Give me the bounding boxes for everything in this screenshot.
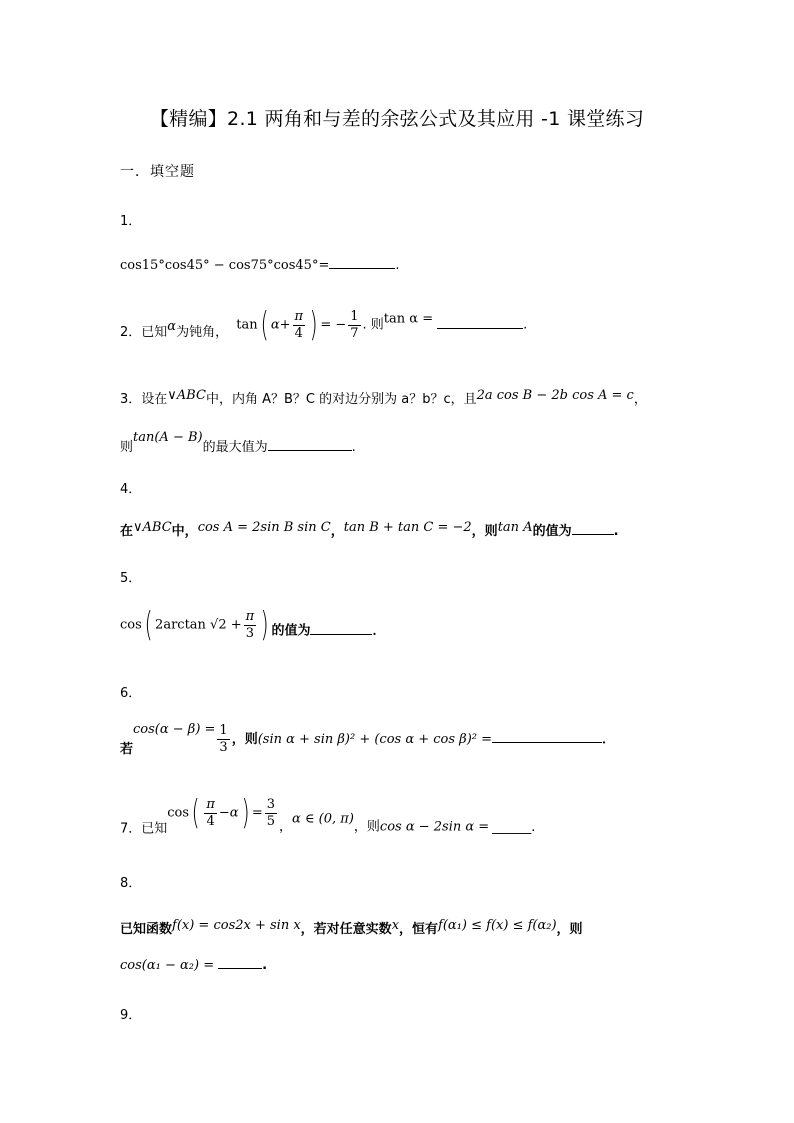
question-2-text: . 则 bbox=[362, 317, 384, 333]
question-2-text: 为钝角， bbox=[176, 325, 229, 340]
question-4-equation-1: cos A = 2sin B sin C bbox=[197, 520, 331, 535]
section-heading: 一．填空题 bbox=[120, 164, 195, 180]
question-1: cos15°cos45° − cos75°cos45°= . bbox=[120, 258, 400, 273]
denominator: 4 bbox=[206, 813, 215, 829]
question-4-text: ，则 bbox=[471, 524, 498, 539]
answer-blank bbox=[268, 438, 352, 451]
alpha-symbol: α bbox=[167, 319, 177, 334]
question-4-prefix: 在 bbox=[120, 524, 134, 539]
question-1-expression: cos15°cos45° − cos75°cos45°= bbox=[120, 258, 330, 273]
question-8-prefix: 已知函数 bbox=[120, 922, 173, 937]
question-4: 在∨ABC中，cos A = 2sin B sin C，tan B + tan C = −2，则tan A的值为 . bbox=[120, 520, 619, 539]
numerator: 3 bbox=[266, 796, 275, 812]
numerator: 1 bbox=[350, 308, 359, 324]
question-3-equation: 2a cos B − 2b cos A = c bbox=[476, 388, 634, 403]
answer-blank bbox=[437, 316, 523, 329]
question-7-text: ，则 bbox=[353, 819, 380, 835]
question-8-text: ，则 bbox=[556, 922, 583, 937]
triangle-symbol: ∨ABC bbox=[133, 520, 172, 535]
question-2: 2．已知α为钝角， tan( α+ $\frac{\pi}{4}$ ) = − $\frac{1}{7}$ . 则tan α = . bbox=[120, 305, 528, 345]
question-8-text: ，恒有 bbox=[399, 922, 439, 937]
equals-sign: = − bbox=[320, 317, 347, 333]
question-8-line-2: cos(α₁ − α₂) = . bbox=[120, 958, 268, 973]
minus-alpha: −α bbox=[218, 805, 239, 821]
question-3-prefix: 3．设在 bbox=[120, 392, 168, 407]
period: ． bbox=[602, 732, 616, 747]
variable-x: x bbox=[391, 918, 400, 933]
denominator: 3 bbox=[219, 740, 228, 755]
answer-blank bbox=[329, 256, 395, 269]
question-3-line-2: 则tan(A − B)的最大值为 . bbox=[120, 430, 356, 455]
question-8-text: ，若对任意实数 bbox=[300, 922, 392, 937]
question-4-equation-2: tan B + tan C = −2 bbox=[343, 520, 472, 535]
question-6-expression: (sin α + sin β)² + (cos α + cos β)² = bbox=[257, 732, 493, 747]
answer-blank bbox=[492, 730, 602, 743]
alpha-range: α ∈ (0, π) bbox=[292, 811, 354, 827]
question-3 bbox=[120, 388, 647, 407]
question-4-number: 4． bbox=[120, 482, 142, 497]
pi-symbol: π bbox=[294, 308, 304, 324]
question-6-condition: cos(α − β) = bbox=[133, 722, 216, 737]
denominator: 4 bbox=[294, 325, 303, 341]
question-4-text: 的值为 bbox=[532, 524, 572, 539]
denominator: 7 bbox=[350, 325, 359, 341]
question-6-prefix: 若 bbox=[120, 742, 134, 757]
cos-function: cos bbox=[167, 805, 190, 821]
triangle-symbol: ∨ABC bbox=[167, 388, 206, 403]
separator: ， bbox=[330, 524, 344, 539]
function-definition: f(x) = cos2x + sin x bbox=[172, 918, 301, 933]
question-3-text: 的最大值为 bbox=[202, 440, 268, 455]
numerator: 1 bbox=[219, 723, 228, 738]
question-6-text: ，则 bbox=[231, 732, 258, 747]
question-6 bbox=[120, 722, 615, 757]
question-7: 7．已知cos( $\frac{\pi}{4}$ −α) = $\frac{3}{5}$ ，α ∈ (0, π)，则cos α − 2sin α = ______. bbox=[120, 793, 536, 837]
question-2-prefix: 2．已知 bbox=[120, 325, 168, 340]
answer-blank: ______. bbox=[492, 819, 536, 835]
question-7-expression: cos α − 2sin α = bbox=[379, 819, 490, 835]
question-4-text: 中， bbox=[171, 524, 198, 539]
cos-function: cos bbox=[120, 617, 142, 633]
period: ． bbox=[372, 623, 386, 639]
question-3-text: ， bbox=[633, 392, 647, 407]
question-5-number: 5． bbox=[120, 571, 142, 586]
equals-sign: = bbox=[251, 805, 263, 821]
separator: ， bbox=[279, 819, 293, 835]
pi-symbol: π bbox=[245, 608, 255, 624]
question-3-text: 则 bbox=[120, 440, 134, 455]
answer-blank bbox=[310, 622, 372, 635]
question-5-inner: 2arctan √2 + bbox=[155, 617, 242, 633]
question-1-number: 1． bbox=[120, 214, 142, 229]
pi-symbol: π bbox=[206, 796, 215, 812]
question-5-text: 的值为 bbox=[271, 623, 311, 639]
question-8-number: 8． bbox=[120, 876, 142, 891]
tan-expression: tan(A − B) bbox=[133, 430, 203, 445]
question-8-inequality: f(α₁) ≤ f(x) ≤ f(α₂) bbox=[438, 918, 557, 933]
question-8 bbox=[120, 918, 583, 937]
question-8-expression: cos(α₁ − α₂) = bbox=[120, 958, 215, 973]
question-5: cos( 2arctan √2 + $\frac{\pi}{3}$ ) 的值为 ． bbox=[120, 605, 386, 645]
tan-function: tan bbox=[236, 317, 258, 333]
tan-a: tan A bbox=[497, 520, 533, 535]
question-3-text: 中，内角 A？B？C 的对边分别为 a？b？c，且 bbox=[205, 392, 477, 407]
question-7-prefix: 7．已知 bbox=[120, 821, 168, 837]
question-6-number: 6． bbox=[120, 686, 142, 701]
denominator: 5 bbox=[266, 813, 275, 829]
answer-blank bbox=[572, 522, 614, 535]
page-title: 【精编】2.1 两角和与差的余弦公式及其应用 -1 课堂练习 bbox=[149, 108, 645, 130]
answer-blank bbox=[218, 956, 262, 969]
question-9-number: 9． bbox=[120, 1008, 142, 1023]
denominator: 3 bbox=[245, 625, 255, 641]
tan-alpha: tan α = bbox=[383, 311, 434, 327]
question-2-inner: α+ bbox=[270, 317, 291, 333]
